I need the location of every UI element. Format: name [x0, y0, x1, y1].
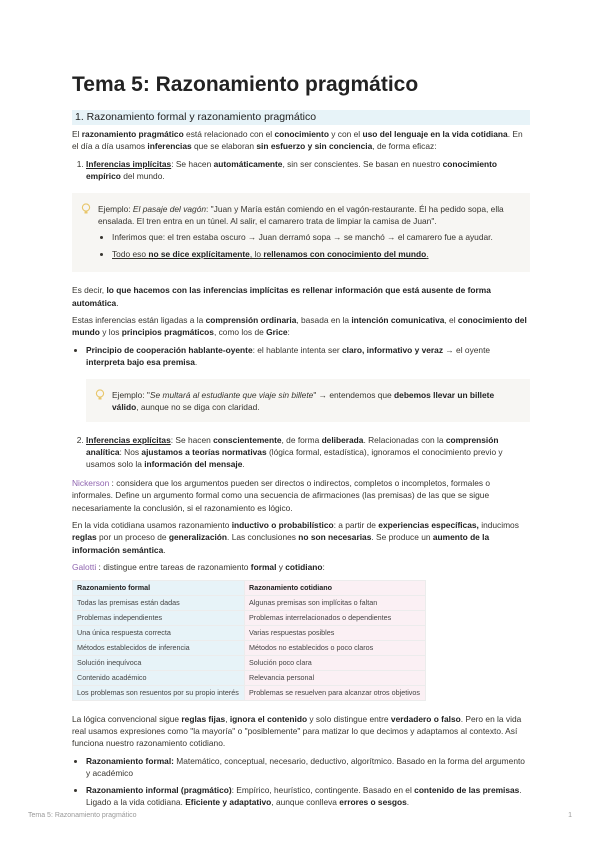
text-run: : Nos — [119, 446, 142, 457]
text-run: : "Juan y María están comiendo en el vagón-restaurante. Él ha pedido sopa, ella ensalada. El tren entra en un túnel. Al salir, el camarero trata de limpiar la camisa de Juan". — [98, 203, 504, 227]
text-run: automáticamente — [213, 158, 283, 169]
text-run: inducimos — [478, 519, 519, 530]
text-run: principios pragmáticos — [121, 327, 214, 338]
text-run: está relacionado con el — [183, 129, 275, 139]
text-run: debemos llevar un billete válido — [112, 389, 495, 413]
text-run: , — [225, 713, 230, 724]
text-run: Ejemplo: — [98, 203, 133, 214]
paragraph — [72, 314, 530, 339]
text-run: En la vida cotidiana usamos razonamiento — [72, 519, 232, 530]
text-run: verdadero o falso — [390, 713, 461, 724]
text-run: El — [72, 129, 82, 139]
author-name: Nickerson — [72, 477, 110, 488]
list-item — [112, 248, 520, 260]
text-run: y solo distingue entre — [307, 713, 391, 724]
text-run: cotidiano — [285, 562, 323, 573]
text-run: reglas — [72, 532, 97, 543]
text-run: conocimiento del mundo — [72, 315, 527, 338]
text-run: Matemático, conceptual, necesario, deductivo, algorítmico. Basado en la forma del argumento y académico — [86, 755, 525, 779]
table-cell: Problemas se resuelven para alcanzar otros objetivos — [245, 685, 426, 700]
list-item — [86, 784, 530, 809]
text-run: lo que hacemos con las inferencias implícitas es rellenar información que está ausente de forma automática — [72, 285, 491, 308]
table-header-cell: Razonamiento formal — [73, 580, 245, 595]
text-run: " → entendemos que — [313, 389, 395, 400]
text-run: , de forma — [281, 434, 322, 445]
text-run: uso del lenguaje en la vida cotidiana — [362, 129, 508, 139]
intro-paragraph — [72, 128, 530, 153]
text-run: y los — [99, 327, 122, 338]
text-run: , sin ser conscientes. Se basan en nuestro — [282, 158, 443, 169]
text-run: . — [242, 459, 245, 470]
text-run: . — [194, 357, 198, 368]
text-run: ignora el contenido — [229, 713, 308, 724]
table-row — [73, 655, 426, 670]
text-run: rellenamos con conocimiento del mundo — [263, 248, 427, 259]
text-run: inductivo o probabilístico — [231, 519, 334, 530]
list-item — [112, 231, 520, 243]
text-run: Eficiente y adaptativo — [185, 797, 272, 807]
text-run: → el oyente — [443, 344, 491, 355]
text-run: ajustamos a teorías normativas — [141, 446, 267, 457]
text-run: . Relacionadas con la — [363, 434, 446, 445]
section-heading: 1. Razonamiento formal y razonamiento pragmático — [72, 110, 530, 125]
text-run: La lógica convencional sigue — [72, 713, 182, 724]
table-cell: Una única respuesta correcta — [73, 625, 245, 640]
text-run: conscientemente — [213, 434, 282, 445]
text-run: . Se produce un — [371, 532, 433, 543]
text-run: contenido de las premisas — [414, 784, 520, 795]
text-run: formal — [250, 562, 277, 573]
text-run: , aunque no se diga con claridad. — [136, 402, 260, 413]
table-header-cell: Razonamiento cotidiano — [245, 580, 426, 595]
text-run: intención comunicativa — [351, 315, 445, 326]
text-run: . — [426, 248, 429, 259]
text-run: conocimiento empírico — [86, 158, 498, 182]
table-header-row — [73, 580, 426, 595]
text-run: : distingue entre tareas de razonamiento — [96, 562, 251, 573]
text-run: experiencias específicas, — [378, 519, 479, 530]
text-run: comprensión ordinaria — [205, 315, 297, 326]
text-run: El pasaje del vagón — [132, 203, 207, 214]
table-cell: Métodos establecidos de inferencia — [73, 640, 245, 655]
reasoning-list — [72, 755, 530, 809]
table-row — [73, 595, 426, 610]
table-cell: Solución inequívoca — [73, 655, 245, 670]
footer-title: Tema 5: Razonamiento pragmático — [28, 812, 137, 819]
text-run: Principio de cooperación hablante-oyente — [86, 344, 253, 355]
paragraph — [72, 713, 530, 750]
text-run: : Se hacen — [170, 434, 214, 445]
table-row — [73, 640, 426, 655]
text-run: , de forma eficaz: — [372, 141, 437, 152]
text-run: . — [163, 544, 166, 555]
paragraph — [72, 519, 530, 556]
text-run: : el hablante intenta ser — [252, 344, 343, 355]
text-run: conocimiento — [274, 129, 329, 139]
text-run: claro, informativo y veraz — [342, 344, 444, 355]
text-run: (lógica formal, estadística), ignoramos el conocimiento previo y usamos solo la — [86, 446, 503, 470]
text-run: Inferimos que: el tren estaba oscuro → Juan derramó sopa → se manchó → el camarero fue a ayudar. — [112, 232, 493, 243]
text-run: . Pero en la vida real usamos expresiones como "la mayoría" o "posiblemente" para matizar lo que decimos y adaptamos al contexto. Así funciona nuestro razonamiento cotidiano. — [72, 713, 522, 749]
table-cell: Todas las premisas están dadas — [73, 595, 245, 610]
page-title: Tema 5: Razonamiento pragmático — [72, 73, 419, 96]
text-run: , el — [444, 315, 458, 326]
table-cell: Los problemas son resuentos por su propio interés — [73, 685, 245, 700]
text-run: . — [406, 797, 410, 807]
text-run: : considera que los argumentos pueden ser directos o indirectos, completos o incompletos, formales o informales. Define un argumento formal como una secuencia de afirmaciones (las premisas) de las que se sigue necesariamente la conclusión, si el razonamiento es lógico. — [72, 477, 491, 513]
inference-list — [72, 158, 530, 183]
text-run: inferencias — [147, 141, 192, 152]
text-run: del mundo. — [120, 171, 165, 182]
paragraph — [72, 477, 530, 514]
text-run: , basada en la — [296, 315, 352, 326]
text-run: , lo — [249, 248, 264, 259]
example-callout — [86, 379, 530, 422]
list-item — [86, 344, 530, 369]
text-run: y — [276, 562, 286, 573]
text-run: por un proceso de — [96, 532, 169, 543]
implicit-inferences-item — [86, 158, 530, 183]
text-run: errores o sesgos — [339, 797, 407, 807]
table-row — [73, 625, 426, 640]
text-run: interpreta bajo esa premisa — [86, 357, 195, 368]
text-run: sin esfuerzo y sin conciencia — [256, 141, 373, 152]
text-run: : a partir de — [333, 519, 379, 530]
text-run: , aunque conlleva — [271, 797, 340, 807]
text-run: Todo eso — [112, 248, 149, 259]
callout-list — [98, 231, 520, 260]
text-run: . Ligado a la vida cotidiana. — [86, 784, 522, 807]
table-cell: Algunas premisas son implícitas o faltan — [245, 595, 426, 610]
text-run: generalización — [168, 532, 228, 543]
inference-list — [72, 434, 530, 471]
text-run: Ejemplo: " — [112, 389, 150, 400]
text-run: . Las conclusiones — [227, 532, 299, 543]
text-run: . — [116, 297, 119, 308]
table-cell: Varias respuestas posibles — [245, 625, 426, 640]
table-cell: Problemas independientes — [73, 610, 245, 625]
page-number: 1 — [568, 812, 572, 819]
paragraph — [72, 284, 530, 309]
text-run: Grice — [266, 327, 288, 338]
text-run: Razonamiento formal: — [86, 755, 174, 766]
text-run: : — [322, 562, 325, 573]
comparison-table — [72, 580, 426, 701]
page-footer — [28, 810, 572, 822]
table-row — [73, 670, 426, 685]
principle-list — [72, 344, 530, 369]
text-run: Es decir, — [72, 285, 107, 296]
table-row — [73, 610, 426, 625]
text-run: Razonamiento informal (pragmático) — [86, 784, 232, 795]
table-cell: Métodos no establecidos o poco claros — [245, 640, 426, 655]
text-run: no son necesarias — [298, 532, 372, 543]
text-run: : — [287, 327, 290, 338]
author-name: Galotti — [72, 562, 97, 573]
document-page — [72, 72, 530, 814]
text-run: deliberada — [321, 434, 364, 445]
text-run: razonamiento pragmático — [81, 129, 184, 139]
text-run: reglas fijas — [181, 713, 226, 724]
table-cell: Problemas interrelacionados o dependientes — [245, 610, 426, 625]
text-run: : Empírico, heurístico, contingente. Basado en el — [231, 784, 415, 795]
table-cell: Relevancia personal — [245, 670, 426, 685]
table-cell: Contenido académico — [73, 670, 245, 685]
table-row — [73, 685, 426, 700]
text-run: . En el día a día usamos — [72, 129, 523, 152]
text-run: comprensión analítica — [86, 434, 499, 457]
callout-text — [98, 203, 520, 228]
text-run: Estas inferencias están ligadas a la — [72, 315, 206, 326]
lightbulb-icon — [95, 389, 105, 401]
text-run: , como los de — [213, 327, 267, 338]
example-callout — [72, 193, 530, 273]
callout-text — [112, 389, 520, 414]
lightbulb-icon — [81, 203, 91, 215]
explicit-inferences-item — [86, 434, 530, 471]
text-run: no se dice explícitamente — [148, 248, 250, 259]
text-run: Inferencias explícitas — [86, 434, 171, 445]
text-run: : Se hacen — [171, 158, 214, 169]
text-run: que se elaboran — [191, 141, 257, 152]
paragraph — [72, 561, 530, 573]
text-run: información del mensaje — [144, 459, 243, 470]
text-run: aumento de la información semántica — [72, 532, 490, 555]
text-run: y con el — [328, 129, 363, 139]
list-item — [86, 755, 530, 780]
table-cell: Solución poco clara — [245, 655, 426, 670]
text-run: Se multará al estudiante que viaje sin billete — [149, 389, 314, 400]
text-run: Inferencias implícitas — [86, 158, 172, 169]
